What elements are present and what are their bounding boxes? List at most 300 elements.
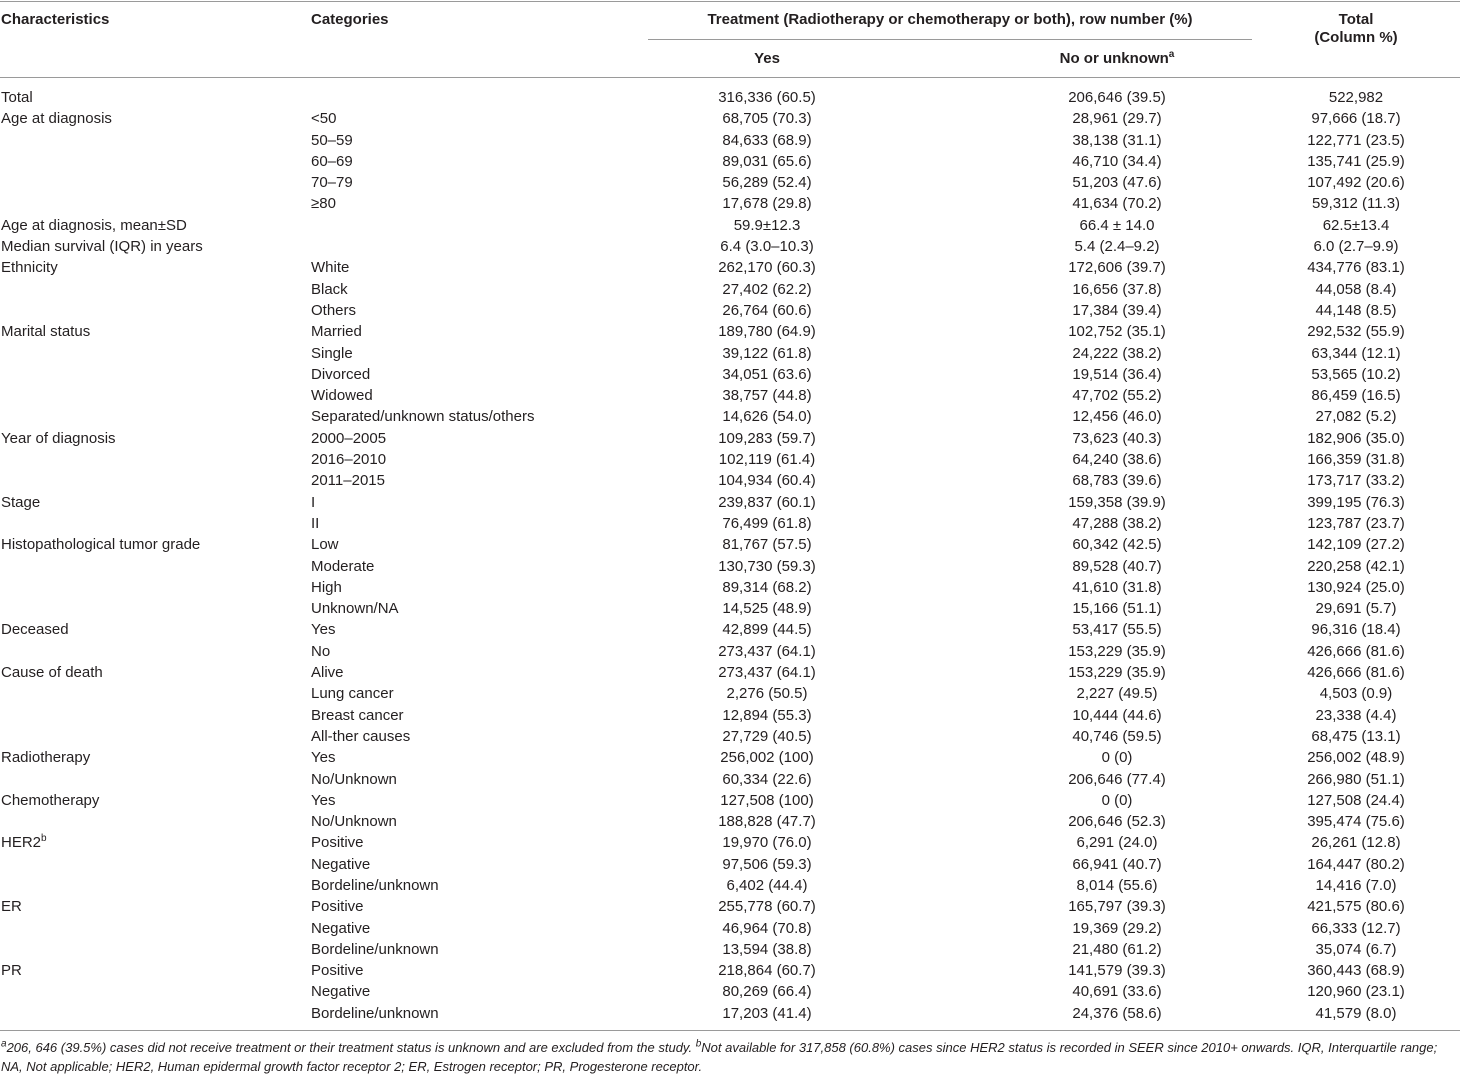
cell-yes bbox=[567, 769, 967, 790]
row-characteristic-text: Age at diagnosis, mean±SD bbox=[1, 216, 187, 234]
row-category bbox=[311, 556, 374, 577]
row-category bbox=[311, 130, 353, 151]
cell-yes bbox=[567, 641, 967, 662]
table-row bbox=[0, 811, 1460, 832]
cell-yes bbox=[567, 790, 967, 811]
row-characteristic bbox=[1, 87, 33, 108]
cell-total-text: 123,787 (23.7) bbox=[1307, 514, 1405, 532]
row-category-text: Widowed bbox=[311, 387, 373, 405]
row-characteristic bbox=[1, 215, 187, 236]
row-category-text: Unknown/NA bbox=[311, 600, 399, 618]
cell-total-text: 256,002 (48.9) bbox=[1307, 749, 1405, 767]
row-category-text: Negative bbox=[311, 855, 371, 873]
cell-no-unknown-text: 53,417 (55.5) bbox=[1072, 621, 1162, 639]
table-row bbox=[0, 172, 1460, 193]
row-characteristic-text: Histopathological tumor grade bbox=[1, 536, 201, 554]
table-row bbox=[0, 939, 1460, 960]
cell-total-text: 426,666 (81.6) bbox=[1307, 642, 1405, 660]
cell-total-text: 4,503 (0.9) bbox=[1319, 685, 1393, 703]
cell-yes bbox=[567, 321, 967, 342]
table-row bbox=[0, 705, 1460, 726]
cell-total bbox=[1256, 619, 1456, 640]
row-category-text: White bbox=[311, 259, 350, 277]
cell-no-unknown-text: 15,166 (51.1) bbox=[1072, 600, 1162, 618]
cell-total bbox=[1256, 108, 1456, 129]
row-category bbox=[311, 257, 349, 278]
cell-total bbox=[1256, 683, 1456, 704]
cell-total-text: 130,924 (25.0) bbox=[1307, 578, 1405, 596]
table-row bbox=[0, 577, 1460, 598]
row-category bbox=[311, 960, 364, 981]
cell-yes bbox=[567, 364, 967, 385]
cell-total bbox=[1256, 428, 1456, 449]
cell-total-text: 86,459 (16.5) bbox=[1311, 387, 1401, 405]
cell-yes-text: 97,506 (59.3) bbox=[722, 855, 812, 873]
cell-total bbox=[1256, 193, 1456, 214]
cell-no-unknown-text: 0 (0) bbox=[1101, 791, 1133, 809]
cell-no-unknown-text: 68,783 (39.6) bbox=[1072, 472, 1162, 490]
cell-yes bbox=[567, 513, 967, 534]
row-characteristic bbox=[1, 619, 69, 640]
cell-no-unknown-text: 141,579 (39.3) bbox=[1068, 962, 1166, 980]
table-row bbox=[0, 215, 1460, 236]
cell-yes-text: 6,402 (44.4) bbox=[726, 876, 808, 894]
row-category-text: I bbox=[311, 493, 316, 511]
table-row bbox=[0, 619, 1460, 640]
row-category-text: 60–69 bbox=[311, 152, 353, 170]
cell-no-unknown-text: 40,746 (59.5) bbox=[1072, 727, 1162, 745]
cell-yes-text: 255,778 (60.7) bbox=[718, 898, 816, 916]
table-row bbox=[0, 406, 1460, 427]
cell-yes bbox=[567, 492, 967, 513]
footnote-a-mark: a bbox=[1, 1038, 7, 1050]
cell-yes bbox=[567, 151, 967, 172]
row-category bbox=[311, 705, 404, 726]
cell-yes-text: 27,729 (40.5) bbox=[722, 727, 812, 745]
cell-total-text: 173,717 (33.2) bbox=[1307, 472, 1405, 490]
table-row bbox=[0, 769, 1460, 790]
row-characteristic bbox=[1, 108, 112, 129]
footnote-b-mark: b bbox=[695, 1038, 702, 1050]
cell-total-text: 14,416 (7.0) bbox=[1315, 876, 1397, 894]
header-no-unknown bbox=[917, 50, 1317, 68]
row-category bbox=[311, 534, 339, 555]
cell-no-unknown-text: 0 (0) bbox=[1101, 749, 1133, 767]
cell-total-text: 142,109 (27.2) bbox=[1307, 536, 1405, 554]
cell-yes-text: 26,764 (60.6) bbox=[722, 301, 812, 319]
cell-total-text: 107,492 (20.6) bbox=[1307, 174, 1405, 192]
row-category-text: Married bbox=[311, 323, 362, 341]
cell-no-unknown-text: 159,358 (39.9) bbox=[1068, 493, 1166, 511]
cell-yes bbox=[567, 215, 967, 236]
row-category bbox=[311, 470, 385, 491]
cell-total-text: 434,776 (83.1) bbox=[1307, 259, 1405, 277]
table-row bbox=[0, 790, 1460, 811]
row-characteristic-text: ER bbox=[1, 898, 22, 916]
cell-total-text: 97,666 (18.7) bbox=[1311, 110, 1401, 128]
row-category bbox=[311, 364, 370, 385]
cell-yes-text: 68,705 (70.3) bbox=[722, 110, 812, 128]
cell-no-unknown-text: 64,240 (38.6) bbox=[1072, 451, 1162, 469]
cell-total-text: 421,575 (80.6) bbox=[1307, 898, 1405, 916]
cell-total-text: 399,195 (76.3) bbox=[1307, 493, 1405, 511]
cell-no-unknown-text: 165,797 (39.3) bbox=[1068, 898, 1166, 916]
row-characteristic bbox=[1, 492, 40, 513]
cell-no-unknown-text: 8,014 (55.6) bbox=[1076, 876, 1158, 894]
cell-total-text: 29,691 (5.7) bbox=[1315, 600, 1397, 618]
row-category-text: ≥80 bbox=[311, 195, 336, 213]
row-category-text: No/Unknown bbox=[311, 813, 397, 831]
cell-total-text: 41,579 (8.0) bbox=[1315, 1004, 1397, 1022]
cell-total-text: 26,261 (12.8) bbox=[1311, 834, 1401, 852]
cell-yes bbox=[567, 960, 967, 981]
table-row bbox=[0, 662, 1460, 683]
row-category bbox=[311, 449, 386, 470]
cell-yes-text: 80,269 (66.4) bbox=[722, 983, 812, 1001]
row-category-text: Bordeline/unknown bbox=[311, 1004, 439, 1022]
cell-total bbox=[1256, 939, 1456, 960]
row-characteristic-text: Age at diagnosis bbox=[1, 110, 112, 128]
cell-total-text: 522,982 bbox=[1328, 89, 1384, 106]
table-row bbox=[0, 449, 1460, 470]
cell-yes-text: 104,934 (60.4) bbox=[718, 472, 816, 490]
footnote-b-text: Not available for 317,858 (60.8%) cases since HER2 status is recorded in SEER since 2010+ onwards. IQR, Interquartile range; NA, Not applicable; HER2, Human epidermal growth factor receptor 2; ER, Estrogen receptor; PR, Progesterone receptor. bbox=[1, 1040, 1438, 1074]
table-row bbox=[0, 683, 1460, 704]
header-bottom-rule bbox=[0, 77, 1460, 78]
cell-yes bbox=[567, 172, 967, 193]
cell-yes bbox=[567, 619, 967, 640]
table-row bbox=[0, 151, 1460, 172]
cell-yes-text: 273,437 (64.1) bbox=[718, 664, 816, 682]
table-row bbox=[0, 130, 1460, 151]
row-category bbox=[311, 726, 410, 747]
table-row bbox=[0, 918, 1460, 939]
row-category-text: Yes bbox=[311, 621, 336, 639]
row-category-text: High bbox=[311, 578, 342, 596]
row-category-text: No bbox=[311, 642, 331, 660]
cell-yes-text: 89,031 (65.6) bbox=[722, 152, 812, 170]
table-row bbox=[0, 960, 1460, 981]
cell-total-text: 292,532 (55.9) bbox=[1307, 323, 1405, 341]
table-bottom-rule bbox=[0, 1030, 1460, 1031]
cell-total-text: 166,359 (31.8) bbox=[1307, 451, 1405, 469]
cell-total-text: 220,258 (42.1) bbox=[1307, 557, 1405, 575]
cell-no-unknown-text: 89,528 (40.7) bbox=[1072, 557, 1162, 575]
cell-yes bbox=[567, 87, 967, 108]
row-category bbox=[311, 939, 439, 960]
row-category bbox=[311, 108, 336, 129]
cell-yes-text: 19,970 (76.0) bbox=[722, 834, 812, 852]
table-row bbox=[0, 108, 1460, 129]
table-row bbox=[0, 236, 1460, 257]
row-characteristic bbox=[1, 534, 200, 555]
row-characteristic bbox=[1, 960, 22, 981]
row-characteristic-text: Year of diagnosis bbox=[1, 429, 116, 447]
header-total-line1: Total bbox=[1338, 11, 1374, 28]
row-category bbox=[311, 918, 370, 939]
cell-no-unknown-text: 153,229 (35.9) bbox=[1068, 664, 1166, 682]
table-row bbox=[0, 279, 1460, 300]
table-row bbox=[0, 641, 1460, 662]
row-category bbox=[311, 193, 336, 214]
row-category-text: 70–79 bbox=[311, 174, 353, 192]
cell-total-text: 59,312 (11.3) bbox=[1311, 195, 1401, 213]
row-category bbox=[311, 896, 364, 917]
row-characteristic-text: Marital status bbox=[1, 323, 91, 341]
cell-yes-text: 17,203 (41.4) bbox=[722, 1004, 812, 1022]
cell-total-text: 122,771 (23.5) bbox=[1307, 131, 1405, 149]
cell-total-text: 182,906 (35.0) bbox=[1307, 429, 1405, 447]
row-characteristic-text: Cause of death bbox=[1, 664, 103, 682]
header-characteristics: Characteristics bbox=[1, 11, 110, 28]
cell-no-unknown-text: 47,288 (38.2) bbox=[1072, 514, 1162, 532]
row-characteristic bbox=[1, 832, 47, 853]
cell-yes bbox=[567, 108, 967, 129]
cell-yes-text: 39,122 (61.8) bbox=[722, 344, 812, 362]
cell-yes-text: 34,051 (63.6) bbox=[722, 365, 812, 383]
cell-yes-text: 273,437 (64.1) bbox=[718, 642, 816, 660]
cell-no-unknown-text: 17,384 (39.4) bbox=[1072, 301, 1162, 319]
cell-total bbox=[1256, 875, 1456, 896]
cell-yes bbox=[567, 534, 967, 555]
cell-total-text: 426,666 (81.6) bbox=[1307, 664, 1405, 682]
cell-total bbox=[1256, 385, 1456, 406]
cell-no-unknown-text: 172,606 (39.7) bbox=[1068, 259, 1166, 277]
row-category bbox=[311, 790, 335, 811]
cell-total bbox=[1256, 811, 1456, 832]
cell-no-unknown-text: 102,752 (35.1) bbox=[1068, 323, 1166, 341]
cell-yes-text: 56,289 (52.4) bbox=[722, 174, 812, 192]
row-characteristic-text: Chemotherapy bbox=[1, 791, 100, 809]
cell-total-text: 44,058 (8.4) bbox=[1315, 280, 1397, 298]
cell-yes bbox=[567, 449, 967, 470]
row-category-text: Moderate bbox=[311, 557, 375, 575]
table-row bbox=[0, 87, 1460, 108]
row-category-text: 2011–2015 bbox=[311, 472, 385, 490]
row-category-text: Lung cancer bbox=[311, 685, 394, 703]
cell-no-unknown-text: 12,456 (46.0) bbox=[1072, 408, 1162, 426]
cell-total bbox=[1256, 769, 1456, 790]
row-category-text: Low bbox=[311, 536, 339, 554]
row-characteristic bbox=[1, 747, 90, 768]
cell-no-unknown-text: 10,444 (44.6) bbox=[1072, 706, 1162, 724]
row-characteristic-text: Deceased bbox=[1, 621, 69, 639]
cell-total bbox=[1256, 598, 1456, 619]
row-category bbox=[311, 385, 373, 406]
cell-no-unknown-text: 206,646 (52.3) bbox=[1068, 813, 1166, 831]
table-row bbox=[0, 364, 1460, 385]
cell-yes-text: 14,626 (54.0) bbox=[722, 408, 812, 426]
cell-total-text: 35,074 (6.7) bbox=[1315, 940, 1397, 958]
cell-total-text: 68,475 (13.1) bbox=[1311, 727, 1401, 745]
cell-yes bbox=[567, 896, 967, 917]
cell-no-unknown-text: 2,227 (49.5) bbox=[1076, 685, 1158, 703]
row-category-text: Yes bbox=[311, 791, 336, 809]
cell-yes bbox=[567, 918, 967, 939]
table-row bbox=[0, 534, 1460, 555]
cell-total bbox=[1256, 257, 1456, 278]
treatment-subrule bbox=[648, 39, 1252, 40]
row-characteristic-text: Total bbox=[1, 89, 33, 106]
cell-yes bbox=[567, 406, 967, 427]
row-category bbox=[311, 619, 335, 640]
cell-yes bbox=[567, 236, 967, 257]
row-characteristic-text: Stage bbox=[1, 493, 41, 511]
cell-total-text: 44,148 (8.5) bbox=[1315, 301, 1397, 319]
cell-total bbox=[1256, 300, 1456, 321]
cell-total-text: 395,474 (75.6) bbox=[1307, 813, 1405, 831]
row-characteristic bbox=[1, 662, 103, 683]
row-category-text: Others bbox=[311, 301, 357, 319]
cell-yes-text: 14,525 (48.9) bbox=[722, 600, 812, 618]
cell-yes-text: 102,119 (61.4) bbox=[718, 451, 816, 469]
cell-yes-text: 13,594 (38.8) bbox=[722, 940, 812, 958]
table-row bbox=[0, 875, 1460, 896]
cell-total bbox=[1256, 981, 1456, 1002]
cell-yes-text: 2,276 (50.5) bbox=[726, 685, 808, 703]
cell-total-text: 96,316 (18.4) bbox=[1311, 621, 1401, 639]
cell-no-unknown-text: 41,610 (31.8) bbox=[1072, 578, 1162, 596]
row-characteristic-text: Ethnicity bbox=[1, 259, 58, 277]
cell-no-unknown-text: 60,342 (42.5) bbox=[1072, 536, 1162, 554]
cell-yes-text: 130,730 (59.3) bbox=[718, 557, 816, 575]
row-category bbox=[311, 343, 353, 364]
row-category-text: Bordeline/unknown bbox=[311, 940, 439, 958]
cell-total-text: 360,443 (68.9) bbox=[1307, 962, 1405, 980]
row-category-text: Alive bbox=[311, 664, 344, 682]
cell-yes bbox=[567, 470, 967, 491]
cell-yes bbox=[567, 300, 967, 321]
cell-total bbox=[1256, 790, 1456, 811]
cell-total bbox=[1256, 364, 1456, 385]
header-total-line2: (Column %) bbox=[1314, 29, 1398, 46]
cell-yes bbox=[567, 385, 967, 406]
cell-yes-text: 38,757 (44.8) bbox=[722, 387, 812, 405]
row-category-text: Negative bbox=[311, 983, 371, 1001]
row-category-text: 2016–2010 bbox=[311, 451, 387, 469]
footnote-marker-b: b bbox=[41, 833, 47, 845]
cell-total-text: 127,508 (24.4) bbox=[1307, 791, 1405, 809]
cell-total bbox=[1256, 896, 1456, 917]
cell-no-unknown-text: 16,656 (37.8) bbox=[1072, 280, 1162, 298]
row-category bbox=[311, 279, 348, 300]
row-category bbox=[311, 151, 353, 172]
row-category bbox=[311, 300, 356, 321]
table-row bbox=[0, 257, 1460, 278]
cell-total-text: 6.0 (2.7–9.9) bbox=[1313, 238, 1399, 256]
cell-yes bbox=[567, 832, 967, 853]
cell-no-unknown-text: 38,138 (31.1) bbox=[1072, 131, 1162, 149]
cell-yes bbox=[567, 577, 967, 598]
row-category-text: 50–59 bbox=[311, 131, 353, 149]
cell-yes-text: 76,499 (61.8) bbox=[722, 514, 812, 532]
cell-no-unknown-text: 40,691 (33.6) bbox=[1072, 983, 1162, 1001]
cell-yes-text: 84,633 (68.9) bbox=[722, 131, 812, 149]
cell-total bbox=[1256, 87, 1456, 108]
cell-yes bbox=[567, 683, 967, 704]
table-row bbox=[0, 747, 1460, 768]
row-category bbox=[311, 1003, 439, 1024]
cell-yes bbox=[567, 726, 967, 747]
table-row bbox=[0, 428, 1460, 449]
cell-yes bbox=[567, 343, 967, 364]
cell-total bbox=[1256, 343, 1456, 364]
row-category bbox=[311, 981, 370, 1002]
cell-total-text: 62.5±13.4 bbox=[1322, 216, 1390, 234]
cell-total bbox=[1256, 854, 1456, 875]
header-yes: Yes bbox=[754, 50, 780, 67]
cell-no-unknown-text: 73,623 (40.3) bbox=[1072, 429, 1162, 447]
cell-yes-text: 188,828 (47.7) bbox=[718, 813, 816, 831]
cell-yes-text: 316,336 (60.5) bbox=[718, 89, 816, 106]
cell-yes-text: 218,864 (60.7) bbox=[718, 962, 816, 980]
cell-no-unknown-text: 206,646 (39.5) bbox=[1068, 89, 1166, 106]
table-row bbox=[0, 896, 1460, 917]
cell-yes-text: 109,283 (59.7) bbox=[718, 429, 816, 447]
footnote-marker-a: a bbox=[1168, 49, 1175, 60]
cell-total-text: 266,980 (51.1) bbox=[1307, 770, 1405, 788]
cell-total bbox=[1256, 1003, 1456, 1024]
cell-total-text: 27,082 (5.2) bbox=[1315, 408, 1397, 426]
row-characteristic bbox=[1, 236, 203, 257]
table-row bbox=[0, 321, 1460, 342]
cell-yes-text: 262,170 (60.3) bbox=[718, 259, 816, 277]
table-row bbox=[0, 470, 1460, 491]
cell-total bbox=[1256, 577, 1456, 598]
cell-yes bbox=[567, 811, 967, 832]
row-category-text: Breast cancer bbox=[311, 706, 404, 724]
table-row bbox=[0, 832, 1460, 853]
row-characteristic-text: PR bbox=[1, 962, 22, 980]
cell-no-unknown-text: 206,646 (77.4) bbox=[1068, 770, 1166, 788]
cell-no-unknown-text: 41,634 (70.2) bbox=[1072, 195, 1162, 213]
cell-total bbox=[1256, 236, 1456, 257]
cell-yes-text: 239,837 (60.1) bbox=[718, 493, 816, 511]
cell-yes-text: 189,780 (64.9) bbox=[718, 323, 816, 341]
row-category bbox=[311, 747, 335, 768]
header-treatment: Treatment (Radiotherapy or chemotherapy or both), row number (%) bbox=[707, 11, 1193, 28]
cell-no-unknown-text: 6,291 (24.0) bbox=[1076, 834, 1158, 852]
cell-total bbox=[1256, 641, 1456, 662]
row-category bbox=[311, 321, 362, 342]
table-row bbox=[0, 385, 1460, 406]
cell-total bbox=[1256, 726, 1456, 747]
cell-no-unknown-text: 19,514 (36.4) bbox=[1072, 365, 1162, 383]
header-no-unknown-label: No or unknown bbox=[1059, 50, 1169, 67]
cell-total bbox=[1256, 279, 1456, 300]
cell-yes bbox=[567, 854, 967, 875]
cell-no-unknown-text: 66,941 (40.7) bbox=[1072, 855, 1162, 873]
cell-no-unknown-text: 47,702 (55.2) bbox=[1072, 387, 1162, 405]
row-category bbox=[311, 406, 534, 427]
top-rule bbox=[0, 1, 1460, 2]
cell-no-unknown-text: 19,369 (29.2) bbox=[1072, 919, 1162, 937]
table-footnote bbox=[1, 1039, 1457, 1076]
cell-yes bbox=[567, 556, 967, 577]
cell-total bbox=[1256, 832, 1456, 853]
cell-yes-text: 27,402 (62.2) bbox=[722, 280, 812, 298]
cell-total bbox=[1256, 492, 1456, 513]
table-row bbox=[0, 513, 1460, 534]
cell-total bbox=[1256, 151, 1456, 172]
cell-total bbox=[1256, 172, 1456, 193]
cell-total bbox=[1256, 215, 1456, 236]
cell-yes-text: 89,314 (68.2) bbox=[722, 578, 812, 596]
cell-yes-text: 59.9±12.3 bbox=[733, 216, 801, 234]
row-category bbox=[311, 811, 397, 832]
table-row bbox=[0, 193, 1460, 214]
row-category bbox=[311, 492, 315, 513]
